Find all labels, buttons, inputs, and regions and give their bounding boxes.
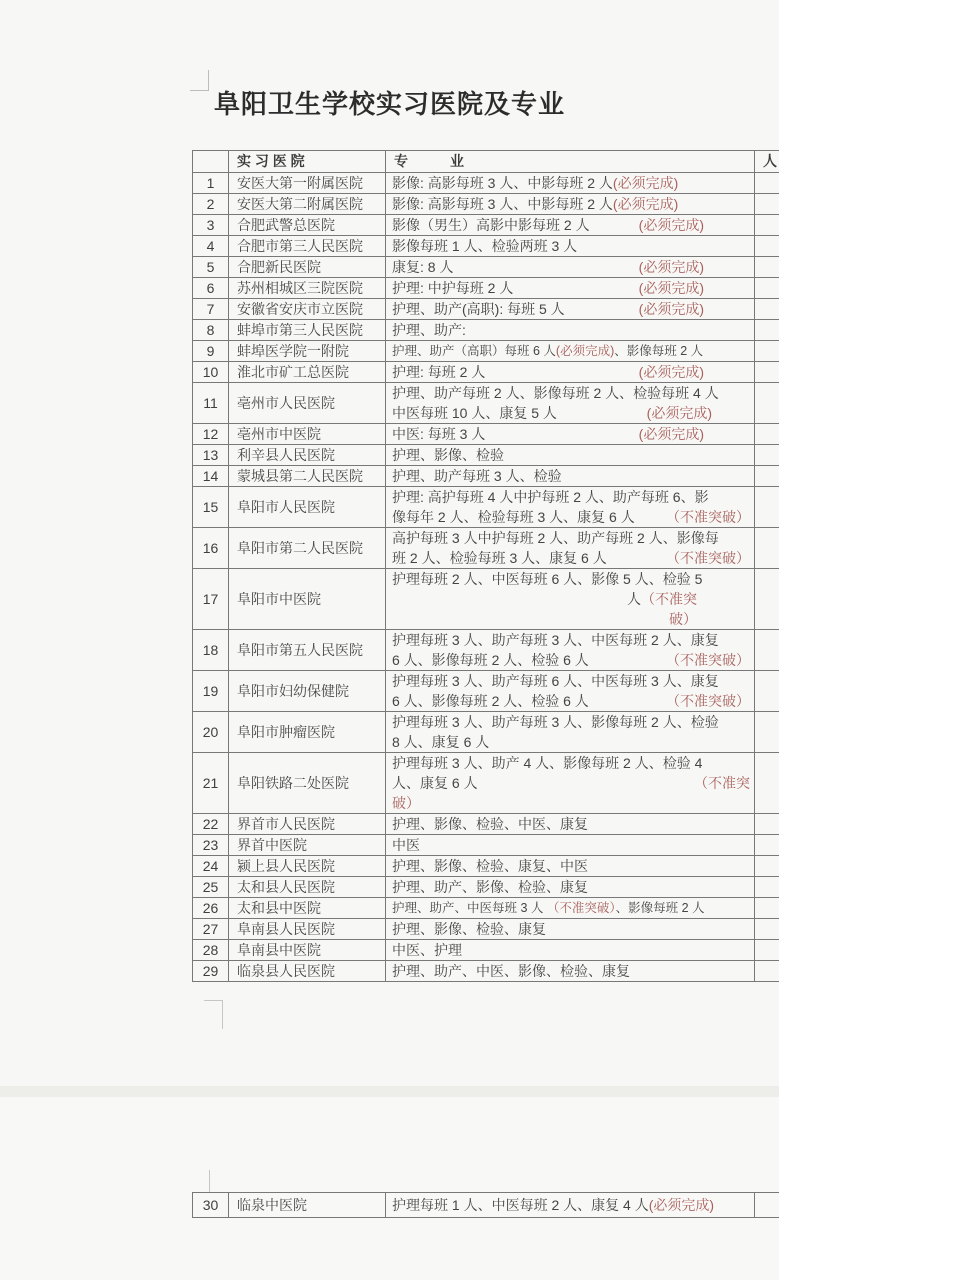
row-number: 22 [193,814,229,835]
hospital-name: 阜阳铁路二处医院 [229,753,386,814]
col-header-hospital: 实 习 医 院 [229,151,386,173]
specialty-segment: 护理、助产、中医、影像、检验、康复 [392,963,630,979]
count-cell [755,630,780,671]
row-number: 30 [193,1193,229,1218]
specialty-cell [386,424,755,445]
specialty-cell [386,341,755,362]
specialty-cell [386,257,755,278]
table-row [193,671,780,712]
table-row [193,424,780,445]
count-cell [755,445,780,466]
count-cell [755,569,780,630]
internship-table [192,150,779,982]
specialty-line [392,961,752,981]
table-row [193,445,780,466]
table-row [193,712,780,753]
hospital-name: 界首中医院 [229,835,386,856]
count-cell [755,1193,780,1218]
specialty-line [392,753,752,773]
count-cell [755,814,780,835]
specialty-note-red: 破） [669,611,697,627]
specialty-note-red: （不准突破） [666,652,750,668]
table-row [193,961,780,982]
table-row [193,362,780,383]
row-number: 18 [193,630,229,671]
specialty-segment: 护理每班 3 人、助产每班 6 人、中医每班 3 人、康复 [392,673,719,689]
hospital-name: 阜南县中医院 [229,940,386,961]
specialty-segment: 、影像每班 2 人 [615,901,705,915]
count-cell [755,877,780,898]
page2-background [0,1097,779,1280]
specialty-segment: 班 2 人、检验每班 3 人、康复 6 人 [392,550,607,566]
specialty-cell [386,835,755,856]
internship-table-continued [192,1192,779,1218]
page-corner-mark-bottom [204,1000,223,1029]
hospital-name: 合肥新民医院 [229,257,386,278]
hospital-name: 颍上县人民医院 [229,856,386,877]
hospital-name: 临泉中医院 [229,1193,386,1218]
row-number: 16 [193,528,229,569]
count-cell [755,383,780,424]
hospital-name: 合肥市第三人民医院 [229,236,386,257]
specialty-segment: 护理、助产、中医每班 3 人 [392,901,547,915]
table-row [193,215,780,236]
hospital-name: 阜南县人民医院 [229,919,386,940]
row-number: 20 [193,712,229,753]
table-row [193,898,780,919]
count-cell [755,278,780,299]
count-cell [755,341,780,362]
table-row [193,257,780,278]
row-number: 19 [193,671,229,712]
hospital-name: 太和县中医院 [229,898,386,919]
page-seam [0,1086,779,1097]
row-number: 25 [193,877,229,898]
specialty-cell [386,194,755,215]
row-number: 26 [193,898,229,919]
table-row [193,877,780,898]
specialty-line [392,548,752,568]
specialty-segment: 中医 [392,837,420,853]
specialty-cell [386,919,755,940]
specialty-segment: 人 [627,591,641,607]
count-cell [755,528,780,569]
specialty-line [392,898,752,918]
row-number: 12 [193,424,229,445]
specialty-cell [386,569,755,630]
hospital-name: 阜阳市妇幼保健院 [229,671,386,712]
row-number: 27 [193,919,229,940]
specialty-cell [386,528,755,569]
row-number: 6 [193,278,229,299]
count-cell [755,487,780,528]
row-number: 23 [193,835,229,856]
specialty-note-red: （不准突破） [666,509,750,525]
specialty-line [392,362,752,382]
specialty-cell [386,278,755,299]
specialty-segment: 影像（男生）高影中影每班 2 人 [392,217,590,233]
hospital-name: 阜阳市第二人民医院 [229,528,386,569]
specialty-note-red: (必须完成) [638,301,704,317]
table-row [193,299,780,320]
specialty-line [392,236,752,256]
count-cell [755,299,780,320]
specialty-line [392,445,752,465]
count-cell [755,835,780,856]
specialty-cell [386,671,755,712]
hospital-name: 合肥武警总医院 [229,215,386,236]
specialty-segment: 6 人、影像每班 2 人、检验 6 人 [392,693,589,709]
specialty-note-red: (必须完成) [638,217,704,233]
table-row [193,814,780,835]
hospital-name: 蚌埠市第三人民医院 [229,320,386,341]
specialty-line [392,835,752,855]
specialty-line [392,793,752,813]
specialty-note-red: （不准突 [641,591,697,607]
hospital-name: 利辛县人民医院 [229,445,386,466]
col-header-no [193,151,229,173]
specialty-line [392,877,752,897]
page-title: 阜阳卫生学校实习医院及专业 [213,89,565,119]
specialty-segment: 8 人、康复 6 人 [392,734,490,750]
specialty-line [392,403,752,423]
count-cell [755,919,780,940]
specialty-note-red: （不准突 [694,775,750,791]
specialty-segment: 护理、助产、影像、检验、康复 [392,879,588,895]
hospital-name: 淮北市矿工总医院 [229,362,386,383]
specialty-line [392,691,752,711]
specialty-note-red: (必须完成) [646,405,712,421]
specialty-segment: 护理每班 1 人、中医每班 2 人、康复 4 人 [392,1197,649,1213]
specialty-segment: 护理每班 3 人、助产每班 3 人、影像每班 2 人、检验 [392,714,719,730]
row-number: 4 [193,236,229,257]
row-number: 28 [193,940,229,961]
table-row [193,919,780,940]
specialty-line [392,194,752,214]
specialty-line [392,320,752,340]
col-header-count: 人 [755,151,780,173]
specialty-cell [386,320,755,341]
specialty-line [392,1193,752,1217]
hospital-name: 安医大第二附属医院 [229,194,386,215]
specialty-note-red: (必须完成) [612,196,679,212]
table-header-row [193,151,780,173]
specialty-cell [386,753,755,814]
specialty-cell [386,236,755,257]
table-row [193,194,780,215]
specialty-segment: 康复: 8 人 [392,259,454,275]
specialty-line [392,341,752,361]
specialty-cell [386,487,755,528]
specialty-segment: 护理、助产: [392,322,466,338]
row-number: 11 [193,383,229,424]
specialty-segment: 护理每班 3 人、助产每班 3 人、中医每班 2 人、康复 [392,632,719,648]
specialty-cell [386,466,755,487]
page2-margin-mark [209,1170,210,1192]
specialty-segment: 中医、护理 [392,942,462,958]
row-number: 14 [193,466,229,487]
row-number: 17 [193,569,229,630]
row-number: 13 [193,445,229,466]
table-row [193,940,780,961]
hospital-name: 阜阳市中医院 [229,569,386,630]
specialty-segment: 人、康复 6 人 [392,775,478,791]
specialty-cell [386,940,755,961]
specialty-cell [386,362,755,383]
specialty-cell [386,383,755,424]
count-cell [755,961,780,982]
hospital-name: 界首市人民医院 [229,814,386,835]
count-cell [755,257,780,278]
specialty-line [392,856,752,876]
count-cell [755,940,780,961]
specialty-segment: 、影像每班 2 人 [614,344,704,358]
specialty-line [392,732,752,752]
specialty-note-red: (必须完成) [638,426,704,442]
row-number: 5 [193,257,229,278]
specialty-note-red: (必须完成) [638,364,704,380]
row-number: 3 [193,215,229,236]
specialty-line [392,589,752,609]
specialty-line [392,671,752,691]
specialty-line [392,215,752,235]
specialty-cell [386,299,755,320]
specialty-segment: 护理每班 3 人、助产 4 人、影像每班 2 人、检验 4 [392,755,703,771]
specialty-line [392,383,752,403]
count-cell [755,671,780,712]
count-cell [755,320,780,341]
specialty-note-red: (必须完成) [648,1197,715,1213]
table-row [193,173,780,194]
specialty-segment: 护理: 中护每班 2 人 [392,280,514,296]
specialty-line [392,257,752,277]
specialty-note-red: (必须完成) [612,175,679,191]
row-number: 8 [193,320,229,341]
specialty-cell [386,215,755,236]
specialty-line [392,919,752,939]
row-number: 15 [193,487,229,528]
specialty-segment: 护理: 每班 2 人 [392,364,486,380]
count-cell [755,362,780,383]
specialty-segment: 影像每班 1 人、检验两班 3 人 [392,238,578,254]
row-number: 21 [193,753,229,814]
hospital-name: 阜阳市第五人民医院 [229,630,386,671]
specialty-line [392,814,752,834]
specialty-segment: 护理、助产（高职）每班 6 人 [392,344,556,358]
hospital-name: 蒙城县第二人民医院 [229,466,386,487]
specialty-line [392,940,752,960]
specialty-note-red: (必须完成) [555,344,615,358]
specialty-segment: 中医每班 10 人、康复 5 人 [392,405,557,421]
hospital-name: 苏州相城区三院医院 [229,278,386,299]
table-row [193,856,780,877]
row-number: 7 [193,299,229,320]
table-row [193,528,780,569]
count-cell [755,712,780,753]
specialty-line [392,173,752,193]
specialty-line [392,650,752,670]
specialty-line [392,773,752,793]
hospital-name: 蚌埠医学院一附院 [229,341,386,362]
specialty-line [392,278,752,298]
hospital-name: 阜阳市肿瘤医院 [229,712,386,753]
row-number: 1 [193,173,229,194]
specialty-segment: 像每年 2 人、检验每班 3 人、康复 6 人 [392,509,635,525]
count-cell [755,173,780,194]
specialty-note-red: 破） [392,795,420,811]
specialty-line [392,487,752,507]
hospital-name: 亳州市中医院 [229,424,386,445]
specialty-cell [386,445,755,466]
specialty-cell [386,173,755,194]
specialty-note-red: （不准突破） [666,693,750,709]
count-cell [755,898,780,919]
specialty-line [392,424,752,444]
count-cell [755,194,780,215]
table-row [193,383,780,424]
specialty-segment: 护理、助产每班 2 人、影像每班 2 人、检验每班 4 人 [392,385,719,401]
table-row [193,341,780,362]
specialty-segment: 中医: 每班 3 人 [392,426,486,442]
specialty-segment: 护理、影像、检验、康复、中医 [392,858,588,874]
specialty-segment: 高护每班 3 人中护每班 2 人、助产每班 2 人、影像每 [392,530,719,546]
specialty-cell [386,856,755,877]
hospital-name: 安徽省安庆市立医院 [229,299,386,320]
specialty-cell [386,814,755,835]
specialty-segment: 护理、助产(高职): 每班 5 人 [392,301,565,317]
count-cell [755,753,780,814]
specialty-cell [386,630,755,671]
table-row [193,1193,780,1218]
specialty-segment: 6 人、影像每班 2 人、检验 6 人 [392,652,589,668]
hospital-name: 阜阳市人民医院 [229,487,386,528]
count-cell [755,856,780,877]
hospital-name: 亳州市人民医院 [229,383,386,424]
table-row [193,835,780,856]
specialty-note-red: （不准突破） [666,550,750,566]
table-row [193,320,780,341]
specialty-line [392,630,752,650]
table-row [193,569,780,630]
specialty-line [392,507,752,527]
specialty-segment: 护理、影像、检验 [392,447,504,463]
specialty-line [392,609,752,629]
specialty-cell [386,877,755,898]
col-header-specialty: 专 业 [386,151,755,173]
table-row [193,466,780,487]
table-row [193,278,780,299]
specialty-cell [386,1193,755,1218]
specialty-segment: 影像: 高影每班 3 人、中影每班 2 人 [392,175,613,191]
specialty-note-red: （不准突破） [546,901,616,915]
specialty-segment: 影像: 高影每班 3 人、中影每班 2 人 [392,196,613,212]
specialty-cell [386,961,755,982]
specialty-note-red: (必须完成) [638,280,704,296]
specialty-segment: 护理、影像、检验、康复 [392,921,546,937]
specialty-line [392,466,752,486]
specialty-segment: 护理、影像、检验、中医、康复 [392,816,588,832]
specialty-cell [386,898,755,919]
hospital-name: 太和县人民医院 [229,877,386,898]
row-number: 9 [193,341,229,362]
count-cell [755,424,780,445]
table-row [193,753,780,814]
specialty-line [392,569,752,589]
specialty-line [392,528,752,548]
specialty-cell [386,712,755,753]
count-cell [755,466,780,487]
row-number: 24 [193,856,229,877]
specialty-segment: 护理、助产每班 3 人、检验 [392,468,562,484]
count-cell [755,215,780,236]
specialty-line [392,299,752,319]
count-cell [755,236,780,257]
table-row [193,236,780,257]
table-row [193,630,780,671]
row-number: 29 [193,961,229,982]
table-row [193,487,780,528]
hospital-name: 安医大第一附属医院 [229,173,386,194]
row-number: 10 [193,362,229,383]
row-number: 2 [193,194,229,215]
hospital-name: 临泉县人民医院 [229,961,386,982]
specialty-note-red: (必须完成) [638,259,704,275]
specialty-segment: 护理每班 2 人、中医每班 6 人、影像 5 人、检验 5 [392,571,703,587]
specialty-segment: 护理: 高护每班 4 人中护每班 2 人、助产每班 6、影 [392,489,709,505]
specialty-line [392,712,752,732]
